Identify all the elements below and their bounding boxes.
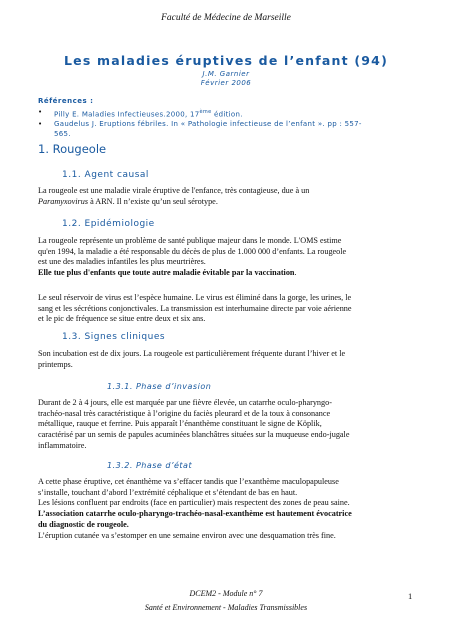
paragraph: Son incubation est de dix jours. La rougeole est particulièrement fréquente durant l’hiver et le printemps.	[38, 349, 346, 369]
bullet-icon: •	[38, 120, 43, 129]
date: Février 2006	[200, 79, 252, 87]
references-heading: Références :	[38, 97, 94, 105]
document-title: Les maladies éruptives de l’enfant (94)	[64, 53, 388, 68]
author: J.M. Garnier	[202, 70, 250, 78]
section-heading: 1. Rougeole	[38, 142, 107, 156]
paragraph: A cette phase éruptive, cet énanthème va s’effacer tandis que l’exanthème maculopapuleuse s’installe, touchant d’abord l’extrémité céphalique et s’étendant de bas en haut. Les lésions confluent par endroits (face en particulier) mais respectent des zones de peau saine. L’association catarrhe oculo-pharyngo-trachéo-nasal-exanthème est hautement évocatrice du diagnostic de rougeole. L’éruption cutanée va s’estomper en une semaine environ avec une desquamation très fine.	[38, 477, 352, 540]
reference-item: • Gaudelus J. Eruptions fébriles. In « Pathologie infectieuse de l’enfant ». pp : 557- 565.	[38, 120, 362, 139]
bullet-icon: •	[38, 108, 43, 116]
subsubsection-heading: 1.3.2. Phase d’état	[107, 461, 193, 470]
references-list	[38, 107, 418, 139]
footer-module: DCEM2 - Module n° 7	[189, 589, 263, 598]
page-number: 1	[408, 591, 413, 601]
paragraph: La rougeole représente un problème de santé publique majeur dans le monde. L'OMS estime qu'en 1994, la maladie a été responsable du décès de plus de 1.000 000 d’enfants. La rougeole est une des maladies infantiles les plus meurtrières. Elle tue plus d'enfants que toute autre maladie évitable par la vaccination.	[38, 236, 347, 278]
subsection-heading: 1.2. Epidémiologie	[62, 219, 155, 229]
footer-course: Santé et Environnement - Maladies Transmissibles	[144, 603, 308, 612]
reference-item: • Pilly E. Maladies Infectieuses.2000, 17ème édition.	[38, 108, 243, 119]
page-header: Faculté de Médecine de Marseille	[161, 13, 291, 23]
paragraph: Le seul réservoir de virus est l’espèce humaine. Le virus est éliminé dans la gorge, les urines, le sang et les sécrétions conjonctivales. La transmission est interhumaine directe par voie aérienne et le pic de fréquence se situe entre deux et six ans.	[38, 293, 352, 324]
paragraph: La rougeole est une maladie virale éruptive de l'enfance, très contagieuse, due à un Paramyxovirus à ARN. Il n’existe qu’un seul sérotype.	[38, 186, 310, 206]
subsection-heading: 1.1. Agent causal	[62, 170, 149, 180]
subsubsection-heading: 1.3.1. Phase d’invasion	[107, 382, 212, 391]
paragraph: Durant de 2 à 4 jours, elle est marquée par une fièvre élevée, un catarrhe oculo-pharyngo- trachéo-nasal très caractéristique à l’origine du faciès pleurard et de la toux à consonance métallique, rauque et ferrine. Puis apparaît l’énanthème constituant le signe de Köplik, caractérisé par un semis de papules acuminées blanchâtres situées sur la muqueuse endo-jugale inflammatoire.	[38, 398, 350, 450]
subsection-heading: 1.3. Signes cliniques	[62, 332, 166, 342]
